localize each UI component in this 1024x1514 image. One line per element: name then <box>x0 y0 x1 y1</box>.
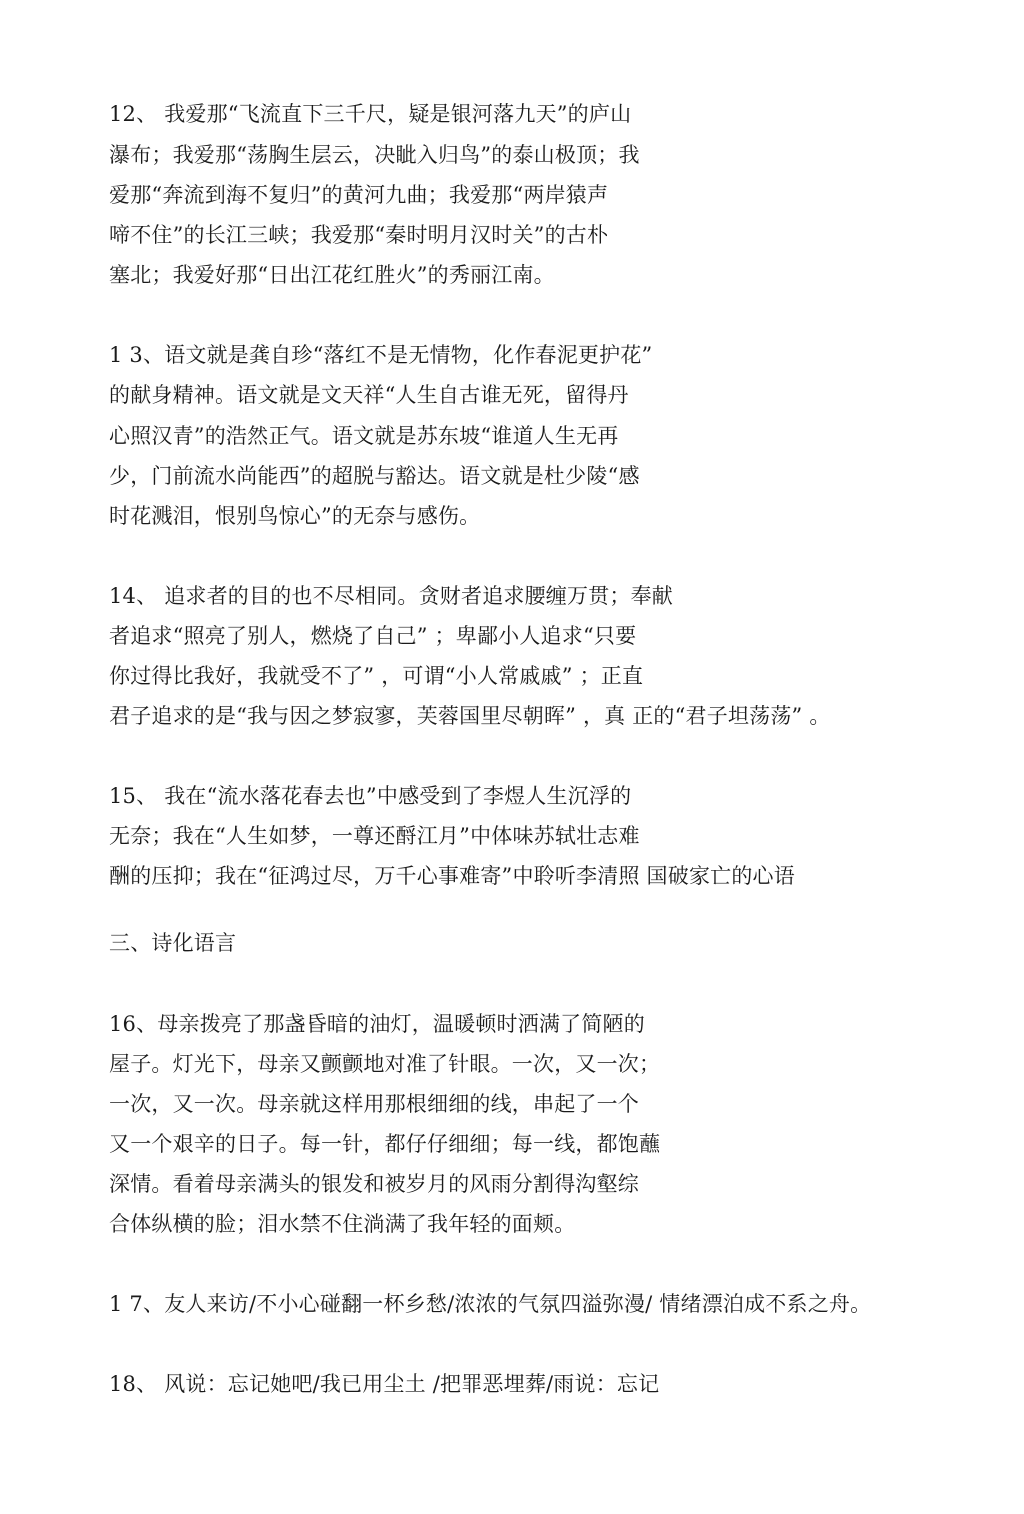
paragraph-16-line-1: 16、母亲拨亮了那盏昏暗的油灯，温暖顿时洒满了简陋的 <box>109 1012 645 1036</box>
paragraph-13-line-2: 的献身精神。语文就是文天祥“人生自古谁无死，留得丹 <box>109 383 629 407</box>
paragraph-12-line-2: 瀑布；我爱那“荡胸生层云，决眦入归鸟”的泰山极顶；我 <box>109 143 640 167</box>
paragraph-16-line-3: 一次，又一次。母亲就这样用那根细细的线，串起了一个 <box>109 1092 639 1116</box>
paragraph-18-line-1: 18、 风说：忘记她吧/我已用尘土 /把罪恶埋葬/雨说：忘记 <box>109 1372 660 1396</box>
paragraph-12-line-1: 12、 我爱那“飞流直下三千尺，疑是银河落九天”的庐山 <box>109 102 632 126</box>
paragraph-14-line-2: 者追求“照亮了别人，燃烧了自己” ；卑鄙小人追求“只要 <box>109 624 637 648</box>
paragraph-15-line-1: 15、 我在“流水落花春去也”中感受到了李煜人生沉浮的 <box>109 784 632 808</box>
paragraph-14-line-4: 君子追求的是“我与因之梦寂寥，芙蓉国里尽朝晖” ，真 正的“君子坦荡荡” 。 <box>109 704 831 728</box>
paragraph-16-line-5: 深情。看着母亲满头的银发和被岁月的风雨分割得沟壑综 <box>109 1172 639 1196</box>
paragraph-16-line-4: 又一个艰辛的日子。每一针，都仔仔细细；每一线，都饱蘸 <box>109 1132 661 1156</box>
paragraph-12-line-4: 啼不住”的长江三峡；我爱那“秦时明月汉时关”的古朴 <box>109 223 609 247</box>
paragraph-16-line-6: 合体纵横的脸；泪水禁不住淌满了我年轻的面颊。 <box>109 1212 576 1236</box>
paragraph-16-line-2: 屋子。灯光下，母亲又颤颤地对准了针眼。一次，又一次； <box>109 1052 661 1076</box>
paragraph-15-line-2: 无奈；我在“人生如梦，一尊还酹江月”中体味苏轼壮志难 <box>109 824 640 848</box>
paragraph-13-line-3: 心照汉青”的浩然正气。语文就是苏东坡“谁道人生无再 <box>109 424 619 448</box>
paragraph-12-line-5: 塞北；我爱好那“日出江花红胜火”的秀丽江南。 <box>109 263 555 287</box>
paragraph-14-line-3: 你过得比我好，我就受不了” ，可谓“小人常戚戚” ；正直 <box>109 664 644 688</box>
paragraph-13-line-4: 少，门前流水尚能西”的超脱与豁达。语文就是杜少陵“感 <box>109 464 640 488</box>
paragraph-12-line-3: 爱那“奔流到海不复归”的黄河九曲；我爱那“两岸猿声 <box>109 183 609 207</box>
paragraph-17-line-1: 1 7、友人来访/不小心碰翻一杯乡愁/浓浓的气氛四溢弥漫/ 情绪漂泊成不系之舟。 <box>109 1292 872 1316</box>
paragraph-13-line-5: 时花溅泪，恨别鸟惊心”的无奈与感伤。 <box>109 504 481 528</box>
section-heading: 三、诗化语言 <box>109 931 237 955</box>
paragraph-13-line-1: 1 3、语文就是龚自珍“落红不是无情物，化作春泥更护花” <box>109 343 653 367</box>
paragraph-15-line-3: 酬的压抑；我在“征鸿过尽，万千心事难寄”中聆听李清照 国破家亡的心语 <box>109 864 795 888</box>
paragraph-14-line-1: 14、 追求者的目的也不尽相同。贪财者追求腰缠万贯；奉献 <box>109 584 673 608</box>
